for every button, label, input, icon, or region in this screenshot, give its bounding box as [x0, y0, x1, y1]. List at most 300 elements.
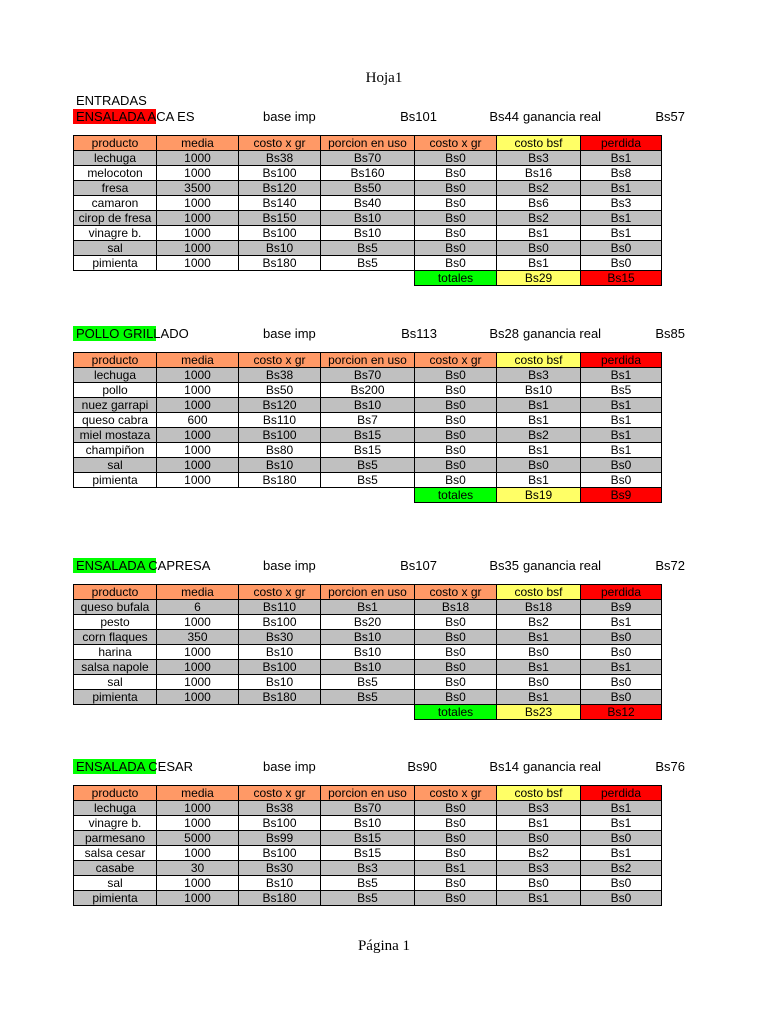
table-cell: Bs5 [321, 891, 415, 906]
ganancia-real-value: Bs57 [655, 109, 685, 124]
ganancia-real-label: ganancia real [523, 109, 602, 124]
table-cell: Bs1 [581, 151, 662, 166]
table-cell: Bs110 [239, 600, 321, 615]
table-cell: Bs16 [497, 166, 581, 181]
table-cell: Bs0 [581, 675, 662, 690]
table-cell: Bs1 [497, 413, 581, 428]
table-cell: Bs0 [415, 196, 497, 211]
table-cell: Bs100 [239, 226, 321, 241]
column-header: costo x gr [415, 353, 497, 368]
ingredients-table [73, 584, 662, 720]
table-cell: Bs10 [321, 660, 415, 675]
dish-name [73, 326, 189, 342]
table-cell: pesto [74, 615, 157, 630]
table-cell: cirop de fresa [74, 211, 157, 226]
table-cell: fresa [74, 181, 157, 196]
column-header: costo x gr [415, 786, 497, 801]
table-cell: Bs1 [581, 398, 662, 413]
table-row [74, 891, 662, 906]
table-cell: sal [74, 675, 157, 690]
table-cell: Bs0 [497, 831, 581, 846]
table-cell: Bs110 [239, 413, 321, 428]
table-cell: Bs0 [581, 458, 662, 473]
table-cell: Bs10 [239, 876, 321, 891]
recipe-block [73, 326, 689, 503]
table-cell: pimienta [74, 256, 157, 271]
table-cell: Bs30 [239, 630, 321, 645]
table-cell: 5000 [157, 831, 239, 846]
table-header-row [74, 786, 662, 801]
table-cell: Bs5 [321, 876, 415, 891]
table-cell: Bs3 [497, 861, 581, 876]
dish-name-text: ENSALADA CESAR [76, 759, 194, 774]
table-cell: Bs0 [497, 645, 581, 660]
table-row [74, 413, 662, 428]
sheet-title: Hoja1 [365, 70, 403, 86]
total-costo-bsf: Bs23 [497, 705, 581, 720]
column-header: costo x gr [239, 786, 321, 801]
table-cell: Bs50 [321, 181, 415, 196]
table-cell: Bs1 [581, 181, 662, 196]
ganancia-value: Bs44 [489, 109, 519, 124]
table-cell: pollo [74, 383, 157, 398]
column-header: costo bsf [497, 136, 581, 151]
table-cell: pimienta [74, 473, 157, 488]
table-cell: Bs120 [239, 181, 321, 196]
empty-cell [321, 271, 415, 286]
table-cell: Bs10 [321, 398, 415, 413]
table-cell: 1000 [157, 801, 239, 816]
table-cell: Bs1 [581, 846, 662, 861]
table-row [74, 816, 662, 831]
table-row [74, 256, 662, 271]
table-cell: Bs2 [497, 181, 581, 196]
table-cell: vinagre b. [74, 226, 157, 241]
table-cell: Bs1 [497, 473, 581, 488]
table-cell: Bs6 [497, 196, 581, 211]
total-costo-bsf: Bs19 [497, 488, 581, 503]
table-cell: Bs0 [415, 660, 497, 675]
table-cell: Bs2 [497, 211, 581, 226]
ganancia-real-value: Bs85 [655, 326, 685, 341]
table-cell: Bs180 [239, 473, 321, 488]
table-cell: Bs15 [321, 846, 415, 861]
column-header: perdida [581, 585, 662, 600]
table-row [74, 241, 662, 256]
table-cell: 1000 [157, 473, 239, 488]
empty-cell [157, 705, 239, 720]
ganancia-real-value: Bs76 [655, 759, 685, 774]
table-cell: Bs7 [321, 413, 415, 428]
table-row [74, 675, 662, 690]
table-cell: 1000 [157, 166, 239, 181]
table-cell: 1000 [157, 383, 239, 398]
table-cell: Bs100 [239, 428, 321, 443]
table-cell: Bs0 [415, 241, 497, 256]
table-cell: Bs70 [321, 151, 415, 166]
total-perdida: Bs9 [581, 488, 662, 503]
table-cell: Bs2 [497, 428, 581, 443]
recipe-header [73, 109, 689, 125]
table-cell: lechuga [74, 801, 157, 816]
totals-row [74, 705, 662, 720]
column-header: perdida [581, 353, 662, 368]
table-cell: Bs0 [415, 383, 497, 398]
table-cell: Bs1 [581, 428, 662, 443]
table-cell: Bs10 [321, 645, 415, 660]
table-cell: Bs0 [415, 801, 497, 816]
table-row [74, 876, 662, 891]
ganancia-value: Bs35 [489, 558, 519, 573]
table-row [74, 473, 662, 488]
table-cell: Bs0 [415, 151, 497, 166]
table-cell: 1000 [157, 151, 239, 166]
column-header: media [157, 136, 239, 151]
table-cell: Bs0 [415, 690, 497, 705]
empty-cell [239, 488, 321, 503]
column-header: producto [74, 136, 157, 151]
base-imp-label: base imp [263, 558, 316, 573]
table-cell: Bs5 [581, 383, 662, 398]
table-cell: Bs1 [581, 443, 662, 458]
table-cell: Bs0 [415, 368, 497, 383]
empty-cell [239, 271, 321, 286]
table-row [74, 428, 662, 443]
table-cell: Bs0 [581, 256, 662, 271]
table-cell: Bs0 [415, 831, 497, 846]
page-footer: Página 1 [357, 938, 411, 954]
table-cell: Bs0 [415, 398, 497, 413]
recipe-block [73, 109, 689, 286]
totals-row [74, 488, 662, 503]
table-cell: Bs0 [497, 876, 581, 891]
table-cell: Bs0 [497, 458, 581, 473]
table-cell: Bs10 [497, 383, 581, 398]
table-cell: Bs5 [321, 675, 415, 690]
table-cell: Bs10 [321, 211, 415, 226]
table-cell: Bs0 [415, 473, 497, 488]
table-cell: Bs5 [321, 241, 415, 256]
table-cell: Bs1 [497, 630, 581, 645]
ganancia-real-label: ganancia real [523, 558, 602, 573]
table-cell: vinagre b. [74, 816, 157, 831]
table-cell: Bs38 [239, 801, 321, 816]
table-cell: Bs1 [581, 226, 662, 241]
column-header: producto [74, 786, 157, 801]
table-row [74, 615, 662, 630]
table-cell: Bs10 [321, 630, 415, 645]
table-cell: Bs1 [581, 615, 662, 630]
table-cell: Bs0 [415, 645, 497, 660]
table-cell: Bs1 [581, 413, 662, 428]
table-cell: 1000 [157, 615, 239, 630]
table-cell: Bs0 [415, 891, 497, 906]
empty-cell [74, 705, 157, 720]
empty-cell [157, 488, 239, 503]
empty-cell [239, 705, 321, 720]
section-label-entradas: ENTRADAS [76, 93, 147, 108]
column-header: porcion en uso [321, 786, 415, 801]
table-cell: 1000 [157, 398, 239, 413]
column-header: producto [74, 353, 157, 368]
table-cell: Bs15 [321, 443, 415, 458]
totales-label: totales [415, 488, 497, 503]
table-cell: sal [74, 241, 157, 256]
table-cell: Bs180 [239, 891, 321, 906]
table-cell: Bs0 [581, 891, 662, 906]
ganancia-value: Bs14 [489, 759, 519, 774]
totals-row [74, 271, 662, 286]
empty-cell [321, 705, 415, 720]
column-header: media [157, 786, 239, 801]
table-cell: Bs0 [581, 690, 662, 705]
ganancia-real-label: ganancia real [523, 326, 602, 341]
base-imp-value: Bs113 [401, 326, 437, 341]
table-cell: 1000 [157, 645, 239, 660]
table-cell: lechuga [74, 151, 157, 166]
base-imp-label: base imp [263, 759, 316, 774]
table-cell: pimienta [74, 690, 157, 705]
table-row [74, 368, 662, 383]
table-row [74, 861, 662, 876]
table-cell: 1000 [157, 891, 239, 906]
column-header: costo x gr [415, 136, 497, 151]
dish-name-text: POLLO GRILLADO [76, 326, 189, 341]
table-row [74, 645, 662, 660]
column-header: costo x gr [415, 585, 497, 600]
table-header-row [74, 136, 662, 151]
dish-name-text: ENSALADA ACA ES [76, 109, 195, 124]
table-cell: Bs10 [321, 816, 415, 831]
table-cell: Bs0 [581, 831, 662, 846]
table-cell: Bs100 [239, 660, 321, 675]
table-cell: Bs2 [581, 861, 662, 876]
table-cell: 1000 [157, 256, 239, 271]
table-cell: Bs0 [415, 211, 497, 226]
table-cell: Bs5 [321, 458, 415, 473]
table-cell: Bs100 [239, 846, 321, 861]
table-cell: 1000 [157, 660, 239, 675]
table-cell: Bs0 [581, 630, 662, 645]
table-cell: pimienta [74, 891, 157, 906]
table-cell: salsa napole [74, 660, 157, 675]
table-cell: Bs3 [497, 801, 581, 816]
table-cell: 6 [157, 600, 239, 615]
table-cell: Bs10 [239, 675, 321, 690]
table-cell: Bs0 [415, 256, 497, 271]
table-cell: 1000 [157, 443, 239, 458]
table-cell: sal [74, 458, 157, 473]
table-row [74, 831, 662, 846]
column-header: producto [74, 585, 157, 600]
table-cell: Bs180 [239, 256, 321, 271]
table-cell: Bs0 [415, 675, 497, 690]
table-row [74, 660, 662, 675]
column-header: perdida [581, 786, 662, 801]
table-row [74, 181, 662, 196]
table-cell: Bs0 [415, 428, 497, 443]
recipe-block [73, 759, 689, 906]
column-header: porcion en uso [321, 136, 415, 151]
column-header: costo x gr [239, 353, 321, 368]
table-cell: 600 [157, 413, 239, 428]
table-cell: Bs1 [497, 226, 581, 241]
column-header: costo x gr [239, 136, 321, 151]
table-cell: Bs140 [239, 196, 321, 211]
empty-cell [74, 488, 157, 503]
table-cell: 1000 [157, 241, 239, 256]
table-cell: Bs0 [415, 458, 497, 473]
table-row [74, 846, 662, 861]
table-cell: Bs80 [239, 443, 321, 458]
dish-name [73, 558, 210, 574]
table-cell: Bs0 [581, 876, 662, 891]
table-cell: Bs160 [321, 166, 415, 181]
table-cell: 30 [157, 861, 239, 876]
table-cell: 1000 [157, 226, 239, 241]
table-cell: Bs1 [497, 816, 581, 831]
totales-label: totales [415, 271, 497, 286]
table-cell: Bs120 [239, 398, 321, 413]
total-perdida: Bs12 [581, 705, 662, 720]
table-row [74, 458, 662, 473]
table-cell: Bs10 [239, 458, 321, 473]
table-cell: Bs10 [321, 226, 415, 241]
table-cell: Bs1 [497, 443, 581, 458]
table-cell: Bs0 [415, 615, 497, 630]
table-cell: Bs20 [321, 615, 415, 630]
ganancia-real-label: ganancia real [523, 759, 602, 774]
table-cell: Bs1 [497, 256, 581, 271]
table-cell: casabe [74, 861, 157, 876]
table-cell: Bs70 [321, 801, 415, 816]
table-cell: Bs0 [415, 816, 497, 831]
table-cell: 1000 [157, 458, 239, 473]
ingredients-table [73, 135, 662, 286]
table-cell: champiñon [74, 443, 157, 458]
table-cell: Bs1 [415, 861, 497, 876]
table-cell: Bs0 [415, 846, 497, 861]
base-imp-value: Bs107 [400, 558, 437, 573]
total-perdida: Bs15 [581, 271, 662, 286]
base-imp-label: base imp [263, 326, 316, 341]
table-cell: Bs0 [581, 645, 662, 660]
table-cell: 1000 [157, 428, 239, 443]
table-cell: Bs30 [239, 861, 321, 876]
table-cell: Bs1 [497, 690, 581, 705]
column-header: perdida [581, 136, 662, 151]
table-cell: Bs38 [239, 368, 321, 383]
table-cell: Bs1 [581, 816, 662, 831]
table-cell: Bs1 [581, 801, 662, 816]
table-cell: Bs1 [321, 600, 415, 615]
table-cell: 1000 [157, 816, 239, 831]
table-cell: Bs0 [415, 630, 497, 645]
dish-name [73, 109, 195, 125]
empty-cell [321, 488, 415, 503]
table-cell: Bs1 [497, 660, 581, 675]
total-costo-bsf: Bs29 [497, 271, 581, 286]
table-cell: nuez garrapi [74, 398, 157, 413]
table-cell: Bs50 [239, 383, 321, 398]
table-cell: Bs5 [321, 690, 415, 705]
table-cell: Bs1 [581, 211, 662, 226]
column-header: media [157, 585, 239, 600]
table-cell: Bs8 [581, 166, 662, 181]
table-cell: Bs0 [415, 226, 497, 241]
ganancia-value: Bs28 [489, 326, 519, 341]
table-cell: Bs1 [497, 891, 581, 906]
table-row [74, 630, 662, 645]
table-cell: Bs200 [321, 383, 415, 398]
dish-name [73, 759, 193, 775]
table-cell: 3500 [157, 181, 239, 196]
table-cell: 1000 [157, 690, 239, 705]
table-cell: Bs3 [321, 861, 415, 876]
ingredients-table [73, 352, 662, 503]
table-cell: parmesano [74, 831, 157, 846]
table-cell: Bs3 [497, 151, 581, 166]
table-cell: 1000 [157, 196, 239, 211]
table-cell: Bs0 [415, 181, 497, 196]
table-cell: Bs0 [415, 413, 497, 428]
table-row [74, 383, 662, 398]
table-row [74, 443, 662, 458]
table-cell: sal [74, 876, 157, 891]
table-cell: Bs18 [497, 600, 581, 615]
base-imp-value: Bs90 [407, 759, 437, 774]
table-cell: Bs0 [497, 241, 581, 256]
table-cell: Bs9 [581, 600, 662, 615]
table-cell: 1000 [157, 876, 239, 891]
table-cell: 1000 [157, 675, 239, 690]
column-header: costo bsf [497, 786, 581, 801]
table-cell: Bs0 [581, 473, 662, 488]
table-cell: 350 [157, 630, 239, 645]
table-cell: Bs3 [497, 368, 581, 383]
column-header: costo x gr [239, 585, 321, 600]
table-cell: Bs18 [415, 600, 497, 615]
table-cell: harina [74, 645, 157, 660]
table-row [74, 690, 662, 705]
table-cell: Bs10 [239, 241, 321, 256]
table-cell: Bs10 [239, 645, 321, 660]
table-cell: Bs99 [239, 831, 321, 846]
empty-cell [157, 271, 239, 286]
table-row [74, 196, 662, 211]
table-cell: lechuga [74, 368, 157, 383]
table-cell: queso bufala [74, 600, 157, 615]
table-cell: Bs1 [581, 660, 662, 675]
column-header: media [157, 353, 239, 368]
table-row [74, 211, 662, 226]
table-cell: Bs2 [497, 846, 581, 861]
table-cell: Bs1 [581, 368, 662, 383]
table-cell: Bs0 [497, 675, 581, 690]
table-cell: Bs0 [415, 443, 497, 458]
table-row [74, 166, 662, 181]
table-cell: Bs70 [321, 368, 415, 383]
table-row [74, 398, 662, 413]
empty-cell [74, 271, 157, 286]
ganancia-real-value: Bs72 [655, 558, 685, 573]
table-cell: Bs15 [321, 428, 415, 443]
table-row [74, 801, 662, 816]
recipe-header [73, 759, 689, 775]
table-cell: Bs180 [239, 690, 321, 705]
column-header: porcion en uso [321, 585, 415, 600]
table-cell: Bs0 [415, 876, 497, 891]
